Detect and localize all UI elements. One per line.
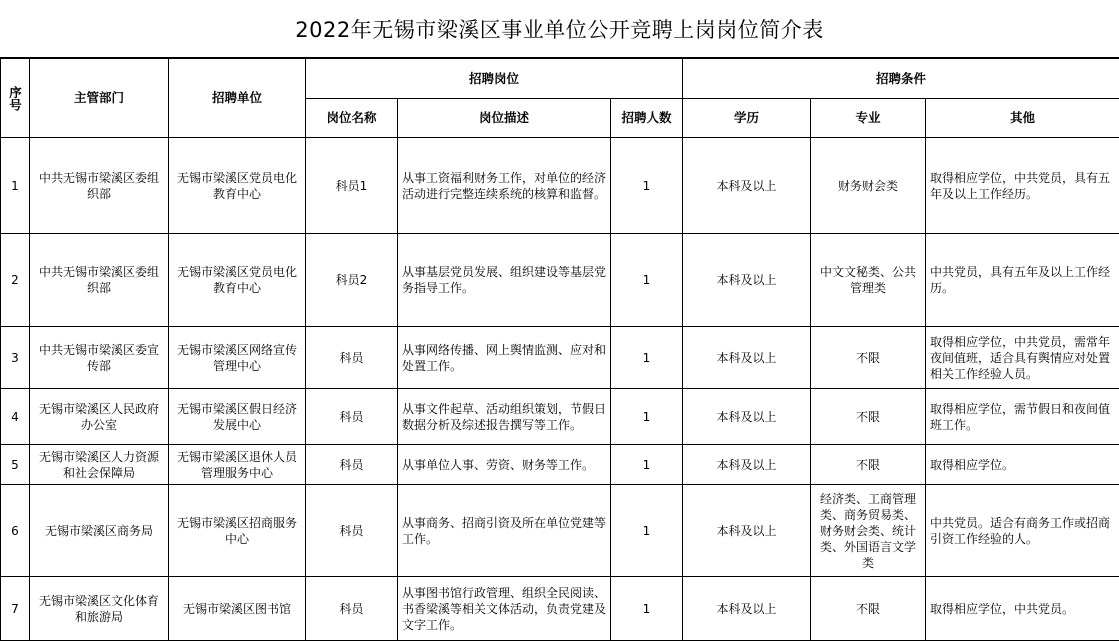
cell-education: 本科及以上: [683, 485, 811, 577]
table-row: [1, 485, 1119, 577]
cell-unit: 无锡市梁溪区党员电化教育中心: [169, 138, 306, 234]
cell-unit: 无锡市梁溪区网络宣传管理中心: [169, 327, 306, 389]
cell-major: 财务财会类: [811, 138, 926, 234]
cell-other: 取得相应学位，中共党员。: [926, 577, 1119, 641]
cell-major: 不限: [811, 577, 926, 641]
header-seq: 序号: [1, 59, 30, 138]
cell-seq: 6: [1, 485, 30, 577]
cell-other: 取得相应学位，需节假日和夜间值班工作。: [926, 389, 1119, 445]
cell-position-desc: 从事图书馆行政管理、组织全民阅读、书香梁溪等相关文体活动，负责党建及文字工作。: [398, 577, 611, 641]
cell-dept: 无锡市梁溪区商务局: [30, 485, 169, 577]
header-education: 学历: [683, 99, 811, 138]
cell-major: 不限: [811, 445, 926, 485]
cell-seq: 2: [1, 234, 30, 327]
table-row: [1, 138, 1119, 234]
table-row: [1, 445, 1119, 485]
cell-seq: 5: [1, 445, 30, 485]
cell-dept: 无锡市梁溪区人力资源和社会保障局: [30, 445, 169, 485]
cell-position-desc: 从事文件起草、活动组织策划，节假日数据分析及综述报告撰写等工作。: [398, 389, 611, 445]
cell-position-desc: 从事商务、招商引资及所在单位党建等工作。: [398, 485, 611, 577]
cell-other: 中共党员。适合有商务工作或招商引资工作经验的人。: [926, 485, 1119, 577]
cell-dept: 无锡市梁溪区人民政府办公室: [30, 389, 169, 445]
cell-seq: 1: [1, 138, 30, 234]
header-condition-group: 招聘条件: [683, 59, 1119, 99]
cell-unit: 无锡市梁溪区招商服务中心: [169, 485, 306, 577]
header-position-desc: 岗位描述: [398, 99, 611, 138]
cell-position-name: 科员: [306, 445, 398, 485]
cell-other: 中共党员，具有五年及以上工作经历。: [926, 234, 1119, 327]
cell-education: 本科及以上: [683, 138, 811, 234]
cell-education: 本科及以上: [683, 577, 811, 641]
cell-seq: 7: [1, 577, 30, 641]
header-row-1: [1, 59, 1119, 99]
cell-dept: 中共无锡市梁溪区委组织部: [30, 234, 169, 327]
table-row: [1, 577, 1119, 641]
cell-dept: 中共无锡市梁溪区委组织部: [30, 138, 169, 234]
cell-education: 本科及以上: [683, 445, 811, 485]
cell-count: 1: [611, 485, 683, 577]
cell-major: 不限: [811, 389, 926, 445]
cell-count: 1: [611, 138, 683, 234]
cell-dept: 中共无锡市梁溪区委宣传部: [30, 327, 169, 389]
header-dept: 主管部门: [30, 59, 169, 138]
header-count: 招聘人数: [611, 99, 683, 138]
cell-position-name: 科员: [306, 577, 398, 641]
cell-count: 1: [611, 389, 683, 445]
cell-position-desc: 从事单位人事、劳资、财务等工作。: [398, 445, 611, 485]
cell-major: 经济类、工商管理类、商务贸易类、财务财会类、统计类、外国语言文学类: [811, 485, 926, 577]
table-row: [1, 327, 1119, 389]
cell-education: 本科及以上: [683, 389, 811, 445]
cell-position-desc: 从事基层党员发展、组织建设等基层党务指导工作。: [398, 234, 611, 327]
cell-position-name: 科员2: [306, 234, 398, 327]
header-other: 其他: [926, 99, 1119, 138]
header-major: 专业: [811, 99, 926, 138]
cell-major: 不限: [811, 327, 926, 389]
cell-position-desc: 从事工资福利财务工作，对单位的经济活动进行完整连续系统的核算和监督。: [398, 138, 611, 234]
header-position-group: 招聘岗位: [306, 59, 683, 99]
cell-seq: 4: [1, 389, 30, 445]
cell-unit: 无锡市梁溪区假日经济发展中心: [169, 389, 306, 445]
cell-dept: 无锡市梁溪区文化体育和旅游局: [30, 577, 169, 641]
cell-education: 本科及以上: [683, 327, 811, 389]
cell-unit: 无锡市梁溪区退休人员管理服务中心: [169, 445, 306, 485]
table-row: [1, 389, 1119, 445]
cell-unit: 无锡市梁溪区图书馆: [169, 577, 306, 641]
cell-other: 取得相应学位，中共党员，需常年夜间值班，适合具有舆情应对处置相关工作经验人员。: [926, 327, 1119, 389]
page-title: 2022年无锡市梁溪区事业单位公开竞聘上岗岗位简介表: [0, 0, 1119, 58]
cell-seq: 3: [1, 327, 30, 389]
cell-count: 1: [611, 577, 683, 641]
cell-position-name: 科员: [306, 485, 398, 577]
positions-table: [0, 58, 1119, 641]
cell-education: 本科及以上: [683, 234, 811, 327]
header-unit: 招聘单位: [169, 59, 306, 138]
cell-major: 中文文秘类、公共管理类: [811, 234, 926, 327]
header-position-name: 岗位名称: [306, 99, 398, 138]
cell-position-desc: 从事网络传播、网上舆情监测、应对和处置工作。: [398, 327, 611, 389]
cell-count: 1: [611, 445, 683, 485]
cell-position-name: 科员: [306, 327, 398, 389]
cell-position-name: 科员1: [306, 138, 398, 234]
table-row: [1, 234, 1119, 327]
cell-unit: 无锡市梁溪区党员电化教育中心: [169, 234, 306, 327]
cell-count: 1: [611, 234, 683, 327]
cell-position-name: 科员: [306, 389, 398, 445]
cell-count: 1: [611, 327, 683, 389]
cell-other: 取得相应学位。: [926, 445, 1119, 485]
cell-other: 取得相应学位，中共党员，具有五年及以上工作经历。: [926, 138, 1119, 234]
table-body: [1, 138, 1119, 641]
